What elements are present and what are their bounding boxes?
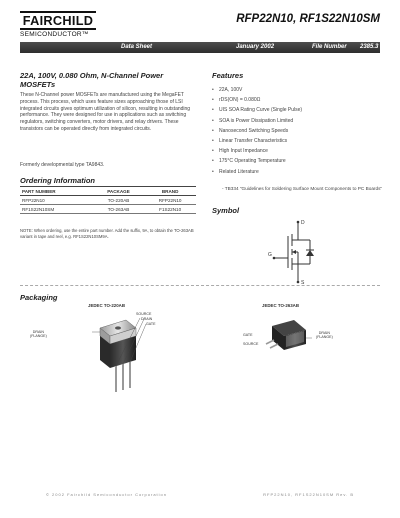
- list-item: • 22A, 100V: [212, 87, 302, 97]
- to263-source-label: SOURCE: [243, 342, 259, 346]
- ordering-col-package: PACKAGE: [93, 187, 145, 196]
- banner-file-number-label: File Number: [312, 44, 347, 50]
- list-item: • SOA is Power Dissipation Limited: [212, 118, 302, 128]
- section-divider: [20, 285, 380, 286]
- terminal-g-label: G: [268, 252, 272, 258]
- ordering-note: NOTE: When ordering, use the entire part number. Add the suffix, 9A, to obtain the TO-263AB variant in tape and reel, e.g. RF1S22N10SM9A.: [20, 228, 194, 239]
- to220-drain-label: DRAIN: [141, 317, 153, 321]
- mosfet-symbol-icon: [268, 218, 326, 286]
- logo-text: FAIRCHILD: [22, 13, 94, 28]
- to220-source-label: SOURCE: [136, 312, 152, 316]
- ordering-header-row: [20, 187, 196, 196]
- features-heading: Features: [212, 71, 244, 80]
- banner-label: Data Sheet: [121, 44, 153, 50]
- list-item: • 175°C Operating Temperature: [212, 158, 302, 168]
- product-title: 22A, 100V, 0.080 Ohm, N-Channel Power MOSFETs: [20, 71, 164, 89]
- table-row: [20, 205, 196, 214]
- table-cell: F1S22N10: [144, 205, 196, 214]
- list-item: • Related Literature: [212, 169, 302, 179]
- datasheet-banner: [20, 42, 380, 53]
- banner-date: January 2002: [236, 44, 275, 50]
- ordering-col-brand: BRAND: [144, 187, 196, 196]
- to263-drain-flange-label: DRAIN (FLANGE): [316, 331, 333, 340]
- banner-file-number: 2385.3: [360, 44, 379, 50]
- to263-title: JEDEC TO-263AB: [262, 303, 300, 308]
- logo-bar-bottom: [20, 28, 96, 30]
- related-literature-item: - TB334 "Guidelines for Soldering Surface Mount Components to PC Boards": [222, 186, 383, 191]
- logo-subtext: SEMICONDUCTOR™: [20, 31, 89, 38]
- table-cell: RFP22N10: [20, 196, 93, 205]
- to220-gate-label: GATE: [146, 322, 156, 326]
- ordering-heading: Ordering Information: [20, 176, 95, 185]
- list-item: • Linear Transfer Characteristics: [212, 138, 302, 148]
- features-list: [212, 87, 302, 179]
- terminal-d-label: D: [301, 220, 305, 226]
- footer-left: © 2002 Fairchild Semiconductor Corporation: [46, 492, 167, 497]
- table-row: [20, 196, 196, 205]
- to220-title: JEDEC TO-220AB: [88, 303, 126, 308]
- terminal-s-label: S: [301, 280, 305, 286]
- ordering-table: [20, 186, 196, 214]
- table-cell: TO-220AB: [93, 196, 145, 205]
- footer-right: RFP22N10, RF1S22N10SM Rev. B: [263, 492, 354, 497]
- to220-drain-flange-label: DRAIN (FLANGE): [30, 330, 47, 339]
- list-item: • rDS(ON) = 0.080Ω: [212, 97, 302, 107]
- to263-package-icon: [262, 318, 312, 362]
- list-item: • High Input Impedance: [212, 148, 302, 158]
- product-description: These N-Channel power MOSFETs are manufactured using the MegaFET process. This process, which uses feature sizes approaching those of LSI integrated circuits gives optimum utilization of silicon, resulting in outstanding performance. They were designed for use in applications such as switching regulators, switching converters, motor drivers, and relay drivers. These transistors can be operated directly from integrated circuits.: [20, 92, 191, 132]
- list-item: • UIS SOA Rating Curve (Single Pulse): [212, 107, 302, 117]
- to263-gate-label: GATE: [243, 333, 253, 337]
- symbol-heading: Symbol: [212, 206, 240, 215]
- ordering-col-part: PART NUMBER: [20, 187, 93, 196]
- fairchild-logo: [20, 11, 96, 38]
- table-cell: TO-263AB: [93, 205, 145, 214]
- list-item: • Nanosecond Switching Speeds: [212, 128, 302, 138]
- table-cell: RFP22N10: [144, 196, 196, 205]
- to220-package-icon: [92, 318, 152, 396]
- developmental-note: Formerly developmental type TA9843.: [20, 162, 105, 168]
- part-title: RFP22N10, RF1S22N10SM: [236, 13, 380, 25]
- table-cell: RF1S22N10SM: [20, 205, 93, 214]
- packaging-heading: Packaging: [20, 293, 58, 302]
